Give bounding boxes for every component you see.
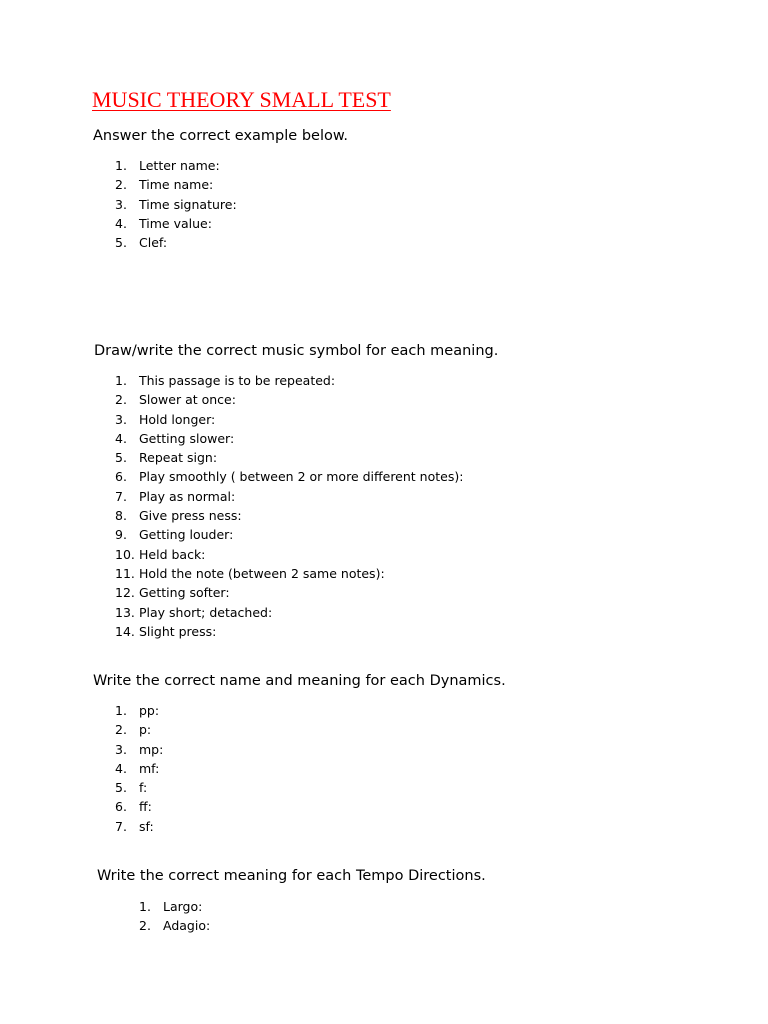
section-heading-music-symbols: Draw/write the correct music symbol for each meaning. (94, 343, 499, 359)
item-number: 14. (115, 623, 135, 639)
item-text: Time name: (139, 177, 214, 193)
item-number: 1. (115, 703, 127, 718)
item-number: 4. (115, 430, 127, 446)
item-text: pp: (139, 703, 160, 718)
item-text: Getting softer: (139, 585, 230, 601)
item-number: 5. (115, 235, 127, 251)
item-number: 5. (115, 450, 127, 466)
item-number: 7. (115, 488, 127, 504)
item-text: Repeat sign: (139, 450, 218, 466)
item-text: Slight press: (139, 623, 217, 639)
item-text: Hold the note (between 2 same notes): (139, 565, 385, 581)
item-text: Give press ness: (139, 508, 242, 524)
item-text: Getting slower: (139, 430, 235, 446)
item-text: mf: (139, 760, 160, 776)
item-number: 4. (115, 760, 127, 776)
item-number: 3. (115, 196, 127, 212)
item-text: Slower at once: (139, 392, 236, 408)
section-heading-dynamics: Write the correct name and meaning for each Dynamics. (93, 673, 506, 689)
item-number: 9. (115, 527, 127, 543)
item-text: p: (139, 722, 152, 738)
item-number: 13. (115, 604, 135, 620)
item-number: 12. (115, 585, 135, 601)
item-text: mp: (139, 741, 164, 757)
section-heading-tempo-directions: Write the correct meaning for each Tempo Directions. (97, 868, 486, 884)
item-text: Time value: (139, 215, 212, 231)
item-number: 2. (115, 177, 127, 193)
section-heading-answer-examples: Answer the correct example below. (93, 128, 348, 144)
item-number: 6. (115, 799, 127, 815)
item-number: 8. (115, 508, 127, 524)
item-number: 3. (115, 411, 127, 427)
item-number: 2. (115, 722, 127, 738)
item-text: f: (139, 780, 148, 796)
item-text: Hold longer: (139, 411, 216, 427)
item-number: 1. (115, 158, 127, 173)
item-number: 10. (115, 546, 135, 562)
item-text: Clef: (139, 235, 168, 251)
item-number: 11. (115, 565, 135, 581)
item-text: Getting louder: (139, 527, 234, 543)
item-text: Play short; detached: (139, 604, 273, 620)
item-number: 7. (115, 818, 127, 834)
item-number: 4. (115, 215, 127, 231)
item-text: Letter name: (139, 158, 220, 173)
item-text: Largo: (163, 899, 203, 914)
item-number: 3. (115, 741, 127, 757)
item-text: Play smoothly ( between 2 or more different notes): (139, 469, 464, 485)
item-text: Play as normal: (139, 488, 236, 504)
item-text: Adagio: (163, 918, 211, 934)
item-text: Time signature: (139, 196, 237, 212)
item-text: Held back: (139, 546, 206, 562)
item-text: sf: (139, 818, 154, 834)
item-number: 1. (115, 373, 127, 388)
item-text: This passage is to be repeated: (139, 373, 336, 388)
page-title: MUSIC THEORY SMALL TEST (92, 87, 391, 112)
item-number: 1. (139, 899, 151, 914)
item-number: 2. (115, 392, 127, 408)
item-number: 5. (115, 780, 127, 796)
item-number: 2. (139, 918, 151, 934)
item-number: 6. (115, 469, 127, 485)
item-text: ff: (139, 799, 152, 815)
